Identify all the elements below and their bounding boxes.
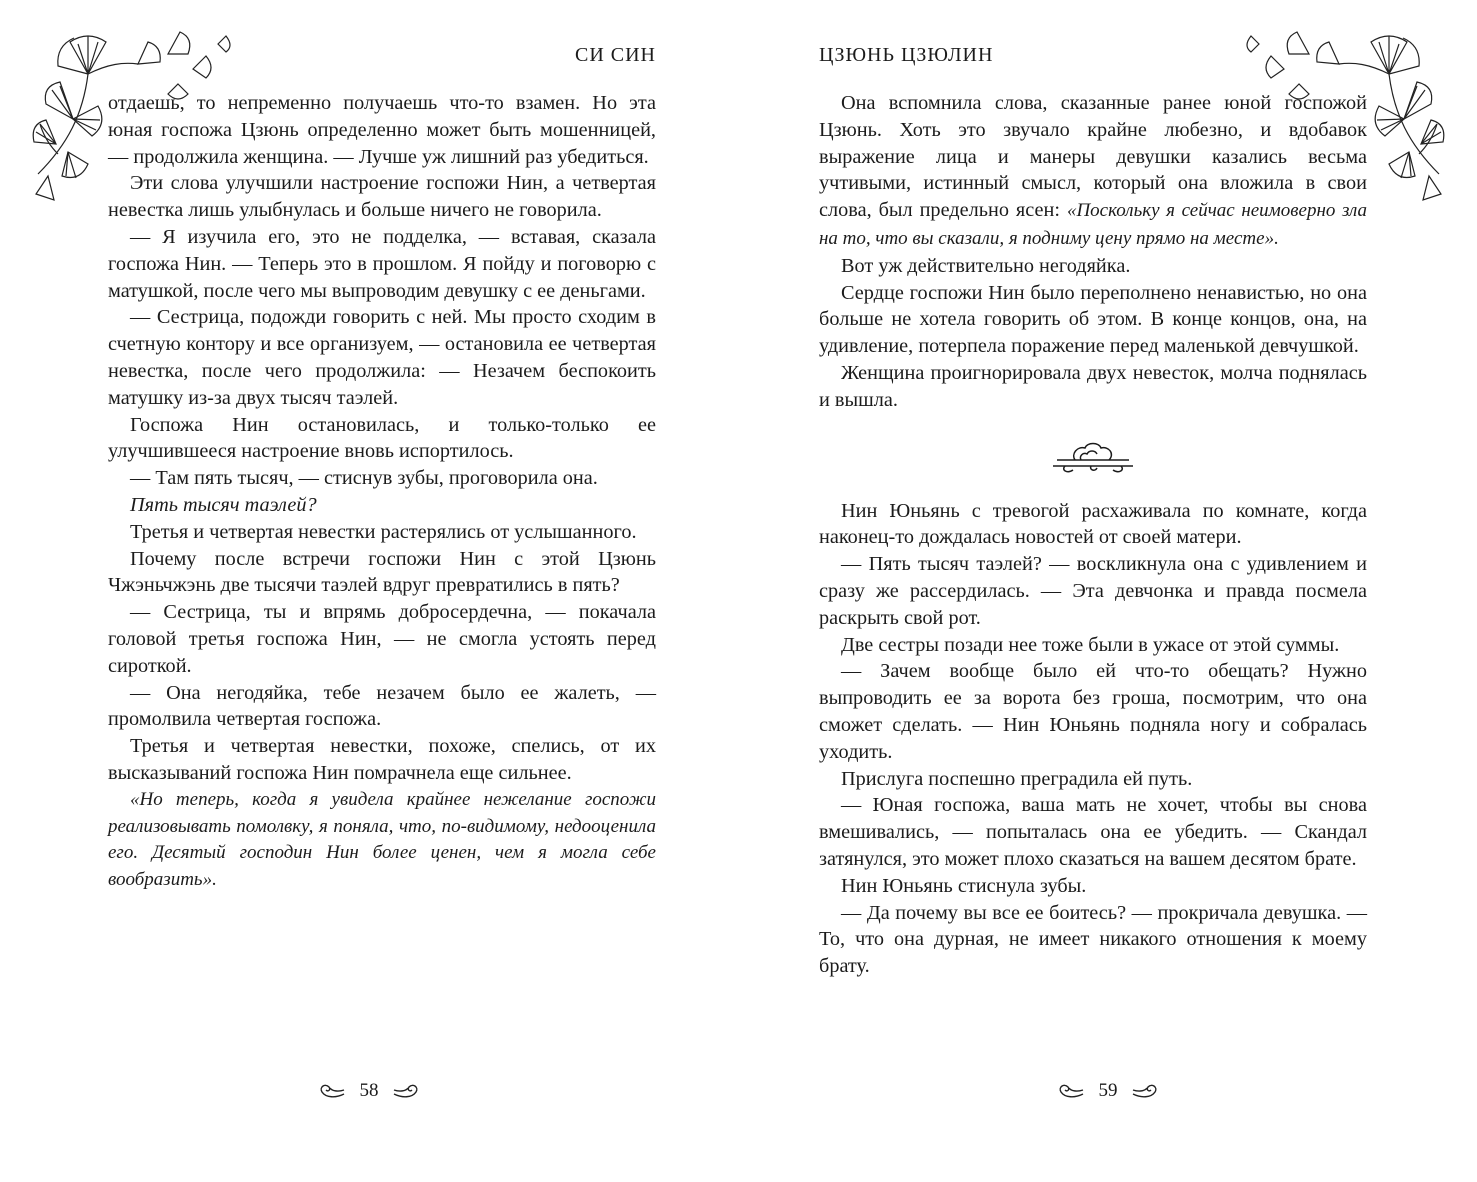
paragraph: — Я изучила его, это не подделка, — вставая, сказала госпожа Нин. — Теперь это в прошлом. Я пойду и поговорю с матушкой, после чего мы выпроводим девушку с ее деньгами.: [108, 225, 656, 302]
paragraph: Третья и четвертая невестки растерялись от услышанного.: [130, 520, 637, 543]
body-text: [819, 90, 1367, 980]
paragraph: — Там пять тысяч, — стиснув зубы, проговорила она.: [130, 467, 598, 490]
scene-break: [819, 416, 1367, 498]
swirl-icon: [1131, 1080, 1159, 1102]
paragraph: — Зачем вообще было ей что-то обещать? Нужно выпроводить ее за ворота без гроша, посмотрим, что она сможет сделать. — Нин Юньянь подняла ногу и собралась уходить.: [819, 660, 1367, 763]
paragraph: Прислуга поспешно преградила ей путь.: [841, 767, 1193, 790]
paragraph: Почему после встречи госпожи Нин с этой Цзюнь Чжэньчжэнь две тысячи таэлей вдруг превратились в пять?: [108, 547, 656, 597]
italic-paragraph: Пять тысяч таэлей?: [130, 493, 317, 516]
paragraph: Сердце госпожи Нин было переполнено ненавистью, но она больше не хотела говорить об этом. В конце концов, она, на удивление, потерпела поражение перед маленькой девчушкой.: [819, 281, 1367, 358]
paragraph-text: Она вспомнила слова, сказанные ранее юной госпожой Цзюнь. Хоть это звучало крайне любезно, и вдобавок выражение лица и манеры девушки казались весьма учтивыми, истинный смысл, который она вложила в свои слова, был предельно ясен:: [819, 92, 1367, 222]
running-head: СИ СИН: [574, 44, 656, 66]
paragraph: Госпожа Нин остановилась, и только-только ее улучшившееся настроение вновь испортилось.: [108, 413, 656, 463]
paragraph: — Сестрица, подожди говорить с ней. Мы просто сходим в счетную контору и все организуем, — остановила ее четвертая невестка, после чего продолжила: — Незачем беспокоить матушку из-за двух тысяч таэлей.: [108, 306, 656, 409]
paragraph: — Юная госпожа, ваша мать не хочет, чтобы вы снова вмешивались, — попыталась она ее убедить. — Скандал затянулся, это может плохо сказаться на вашем десятом брате.: [819, 794, 1367, 870]
running-head: ЦЗЮНЬ ЦЗЮЛИН: [819, 44, 994, 66]
paragraph: — Она негодяйка, тебе незачем было ее жалеть, — промолвила четвертая госпожа.: [108, 681, 656, 731]
swirl-icon: [392, 1080, 420, 1102]
paragraph: Эти слова улучшили настроение госпожи Нин, а четвертая невестка лишь улыбнулась и больше ничего не говорила.: [108, 172, 656, 222]
paragraph: — Да почему вы все ее боитесь? — прокричала девушка. — То, что она дурная, не имеет никакого отношения к моему брату.: [819, 901, 1367, 978]
paragraph: Нин Юньянь с тревогой расхаживала по комнате, когда наконец-то дождалась новостей от своей матери.: [819, 499, 1367, 549]
italic-quote: «Но теперь, когда я увидела крайнее нежелание госпожи реализовывать помолвку, я поняла, что, по-видимому, недооценила его. Десятый господин Нин более ценен, чем я могла себе вообразить».: [108, 788, 656, 891]
cloud-ornament-icon: [1051, 440, 1135, 474]
right-page: [739, 0, 1477, 1182]
paragraph: Нин Юньянь стиснула зубы.: [841, 874, 1087, 897]
page-number: 59: [1098, 1080, 1118, 1101]
paragraph: Женщина проигнорировала двух невесток, молча поднялась и вышла.: [819, 361, 1367, 411]
paragraph: — Сестрица, ты и впрямь добросердечна, — покачала головой третья госпожа Нин, — не смогла устоять перед сироткой.: [108, 601, 656, 677]
page-number-footer: [739, 1080, 1477, 1102]
paragraph: отдаешь, то непременно получаешь что-то взамен. Но эта юная госпожа Цзюнь определенно может быть мошенницей, — продолжила женщина. — Лучше уж лишний раз убедиться.: [108, 92, 656, 168]
page-number: 58: [359, 1080, 379, 1101]
paragraph: — Пять тысяч таэлей? — воскликнула она с удивлением и сразу же рассердилась. — Эта девчонка и правда посмела раскрыть свой рот.: [819, 553, 1367, 629]
paragraph: Вот уж действительно негодяйка.: [841, 254, 1131, 277]
italic-quote: «Поскольку я сейчас неимоверно зла на то, что вы сказали, я подниму цену прямо на месте».: [819, 200, 1367, 249]
paragraph: Две сестры позади нее тоже были в ужасе от этой суммы.: [841, 633, 1340, 656]
left-page: [0, 0, 738, 1182]
swirl-icon: [318, 1080, 346, 1102]
paragraph: [819, 90, 1367, 253]
paragraph: Третья и четвертая невестки, похоже, спелись, от их высказываний госпожа Нин помрачнела еще сильнее.: [108, 735, 656, 784]
page-number-footer: [0, 1080, 738, 1102]
swirl-icon: [1057, 1080, 1085, 1102]
body-text: [108, 90, 656, 894]
